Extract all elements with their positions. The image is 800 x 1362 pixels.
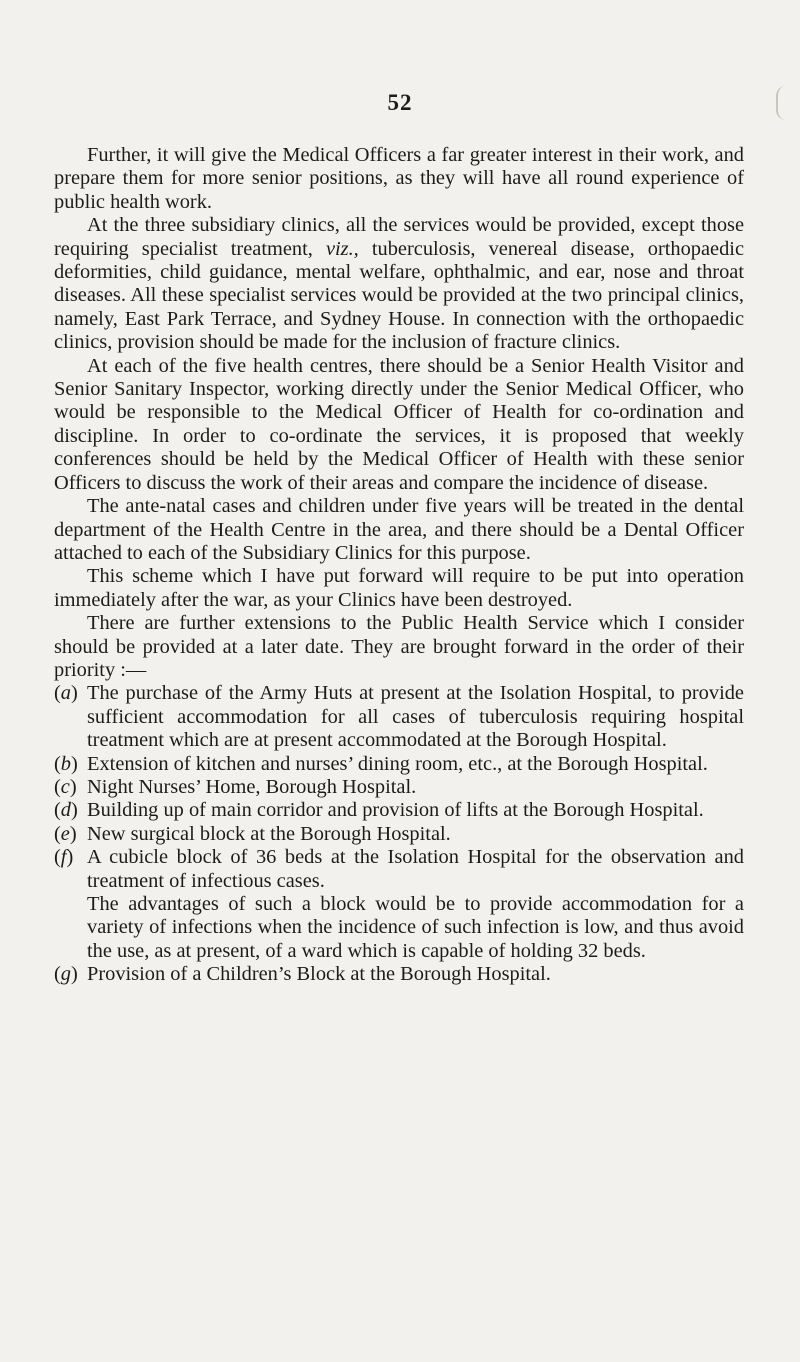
list-item-text: Provision of a Children’s Block at the Borough Hospital. — [87, 963, 551, 986]
list-item — [54, 776, 744, 799]
list-item-text: Night Nurses’ Home, Borough Hospital. — [87, 775, 417, 798]
list-item-text: Extension of kitchen and nurses’ dining room, etc., at the Borough Hospital. — [87, 752, 708, 775]
list-item-text: A cubicle block of 36 beds at the Isolation Hospital for the observation and treatment of infectious cases. — [87, 846, 744, 892]
list-marker: (b) — [54, 752, 78, 775]
paragraph-scheme: This scheme which I have put forward will require to be put into operation immediately after the war, as your Clinics have been destroyed. — [54, 565, 744, 611]
list-item-text: The purchase of the Army Huts at present at the Isolation Hospital, to provide sufficient accommodation for all cases of tuberculosis requiring hospital treatment which are at present accommodated at the Borough Hospital. — [87, 682, 744, 752]
list-item — [54, 823, 744, 846]
paragraph-officers-interest: Further, it will give the Medical Officers a far greater interest in their work, and prepare them for more senior positions, as they will have all round experience of public health work. — [54, 144, 744, 213]
body-text — [54, 144, 744, 987]
list-item — [54, 846, 744, 963]
paragraph-subsidiary-clinics — [54, 214, 744, 354]
list-marker: (g) — [54, 963, 78, 986]
paragraph-extensions: There are further extensions to the Public Health Service which I consider should be provided at a later date. They are brought forward in the order of their priority :— — [54, 612, 744, 681]
list-item — [54, 799, 744, 822]
list-item — [54, 682, 744, 752]
paragraph-text: At the three subsidiary clinics, all the services would be provided, except those requiring specialist treatment, — [54, 214, 744, 260]
page-edge-mark — [776, 86, 788, 120]
list-item-text: New surgical block at the Borough Hospital. — [87, 822, 451, 845]
list-marker: (c) — [54, 775, 77, 798]
page-number: 52 — [387, 90, 413, 115]
list-marker: (a) — [54, 682, 78, 705]
priority-list — [54, 682, 744, 986]
list-marker: (f) — [54, 846, 74, 869]
paragraph-dental: The ante-natal cases and children under five years will be treated in the dental department of the Health Centre in the area, and there should be a Dental Officer attached to each of the Subsidiary Clinics for this purpose. — [54, 495, 744, 564]
paragraph-health-centres: At each of the five health centres, there should be a Senior Health Visitor and Senior Sanitary Inspector, working directly under the Senior Medical Officer, who would be responsible to the Medical Officer of Health for co-ordination and discipline. In order to co-ordinate the services, it is proposed that weekly conferences should be held by the Medical Officer of Health with these senior Officers to discuss the work of their areas and compare the incidence of disease. — [54, 354, 744, 494]
list-item — [54, 963, 744, 986]
list-item-text: Building up of main corridor and provision of lifts at the Borough Hospital. — [87, 799, 704, 822]
list-item — [54, 753, 744, 776]
paragraph-text: tuberculosis, venereal disease, orthopaedic deformities, child guidance, mental welfare, ophthalmic, and ear, nose and throat diseases. All these specialist services would be provided at the two principal clinics, namely, East Park Terrace, and Sydney House. In connection with the orthopaedic clinics, provision should be made for the inclusion of fracture clinics. — [54, 237, 744, 354]
list-marker: (e) — [54, 822, 77, 845]
list-item-continuation: The advantages of such a block would be to provide accommodation for a variety of infections when the incidence of such infection is low, and thus avoid the use, as at present, of a ward which is capable of holding 32 beds. — [87, 893, 744, 962]
italic-viz: viz., — [325, 237, 359, 260]
list-marker: (d) — [54, 799, 78, 822]
